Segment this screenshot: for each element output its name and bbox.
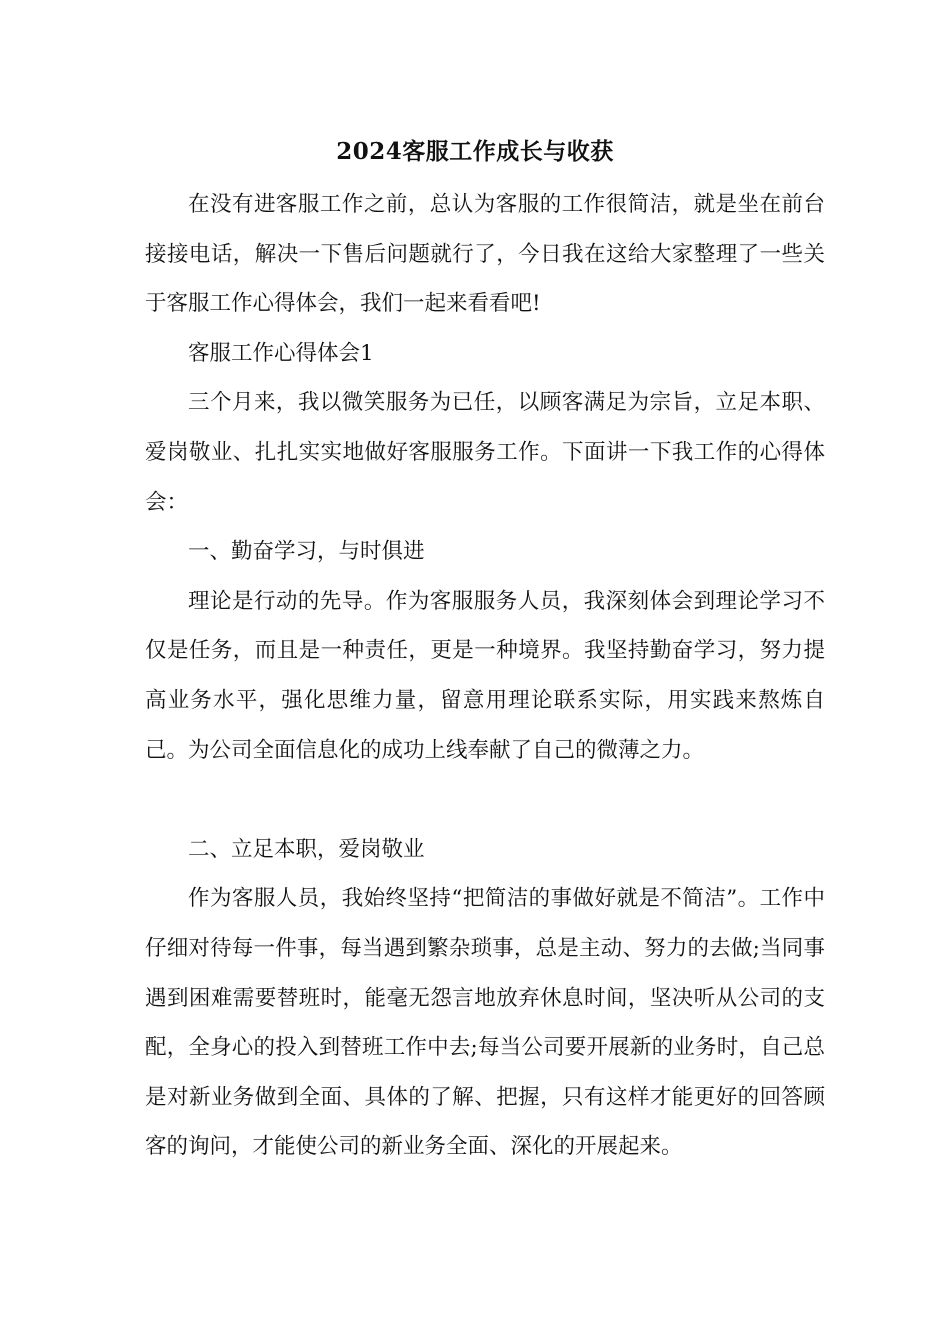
document-body: [145, 180, 825, 1172]
subheading-dedication: 二、立足本职，爱岗敬业: [188, 836, 425, 862]
document-title: 2024客服工作成长与收获: [336, 138, 614, 165]
section-heading-1: 客服工作心得体会1: [188, 340, 374, 366]
subheading-study: 一、勤奋学习，与时俱进: [188, 539, 425, 565]
body-paragraph: 作为客服人员，我始终坚持“把简洁的事做好就是不简洁”。工作中仔细对待每一件事，每当遇到繁杂琐事，总是主动、努力的去做;当同事遇到困难需要替班时，能毫无怨言地放弃休息时间，坚决听从公司的支配，全身心的投入到替班工作中去;每当公司要开展新的业务时，自己总是对新业务做到全面、具体的了解、把握，只有这样才能更好的回答顾客的询问，才能使公司的新业务全面、深化的开展起来。: [145, 886, 825, 1160]
intro-paragraph: 在没有进客服工作之前，总认为客服的工作很简洁，就是坐在前台接接电话，解决一下售后问题就行了，今日我在这给大家整理了一些关于客服工作心得体会，我们一起来看看吧!: [145, 192, 825, 317]
body-paragraph: 理论是行动的先导。作为客服服务人员，我深刻体会到理论学习不仅是任务，而且是一种责任，更是一种境界。我坚持勤奋学习，努力提高业务水平，强化思维力量，留意用理论联系实际，用实践来熬炼自己。为公司全面信息化的成功上线奉献了自己的微薄之力。: [145, 588, 825, 763]
blank-line: [145, 775, 825, 825]
body-paragraph: 三个月来，我以微笑服务为已任，以顾客满足为宗旨，立足本职、爱岗敬业、扎扎实实地做好客服服务工作。下面讲一下我工作的心得体会：: [145, 390, 825, 515]
